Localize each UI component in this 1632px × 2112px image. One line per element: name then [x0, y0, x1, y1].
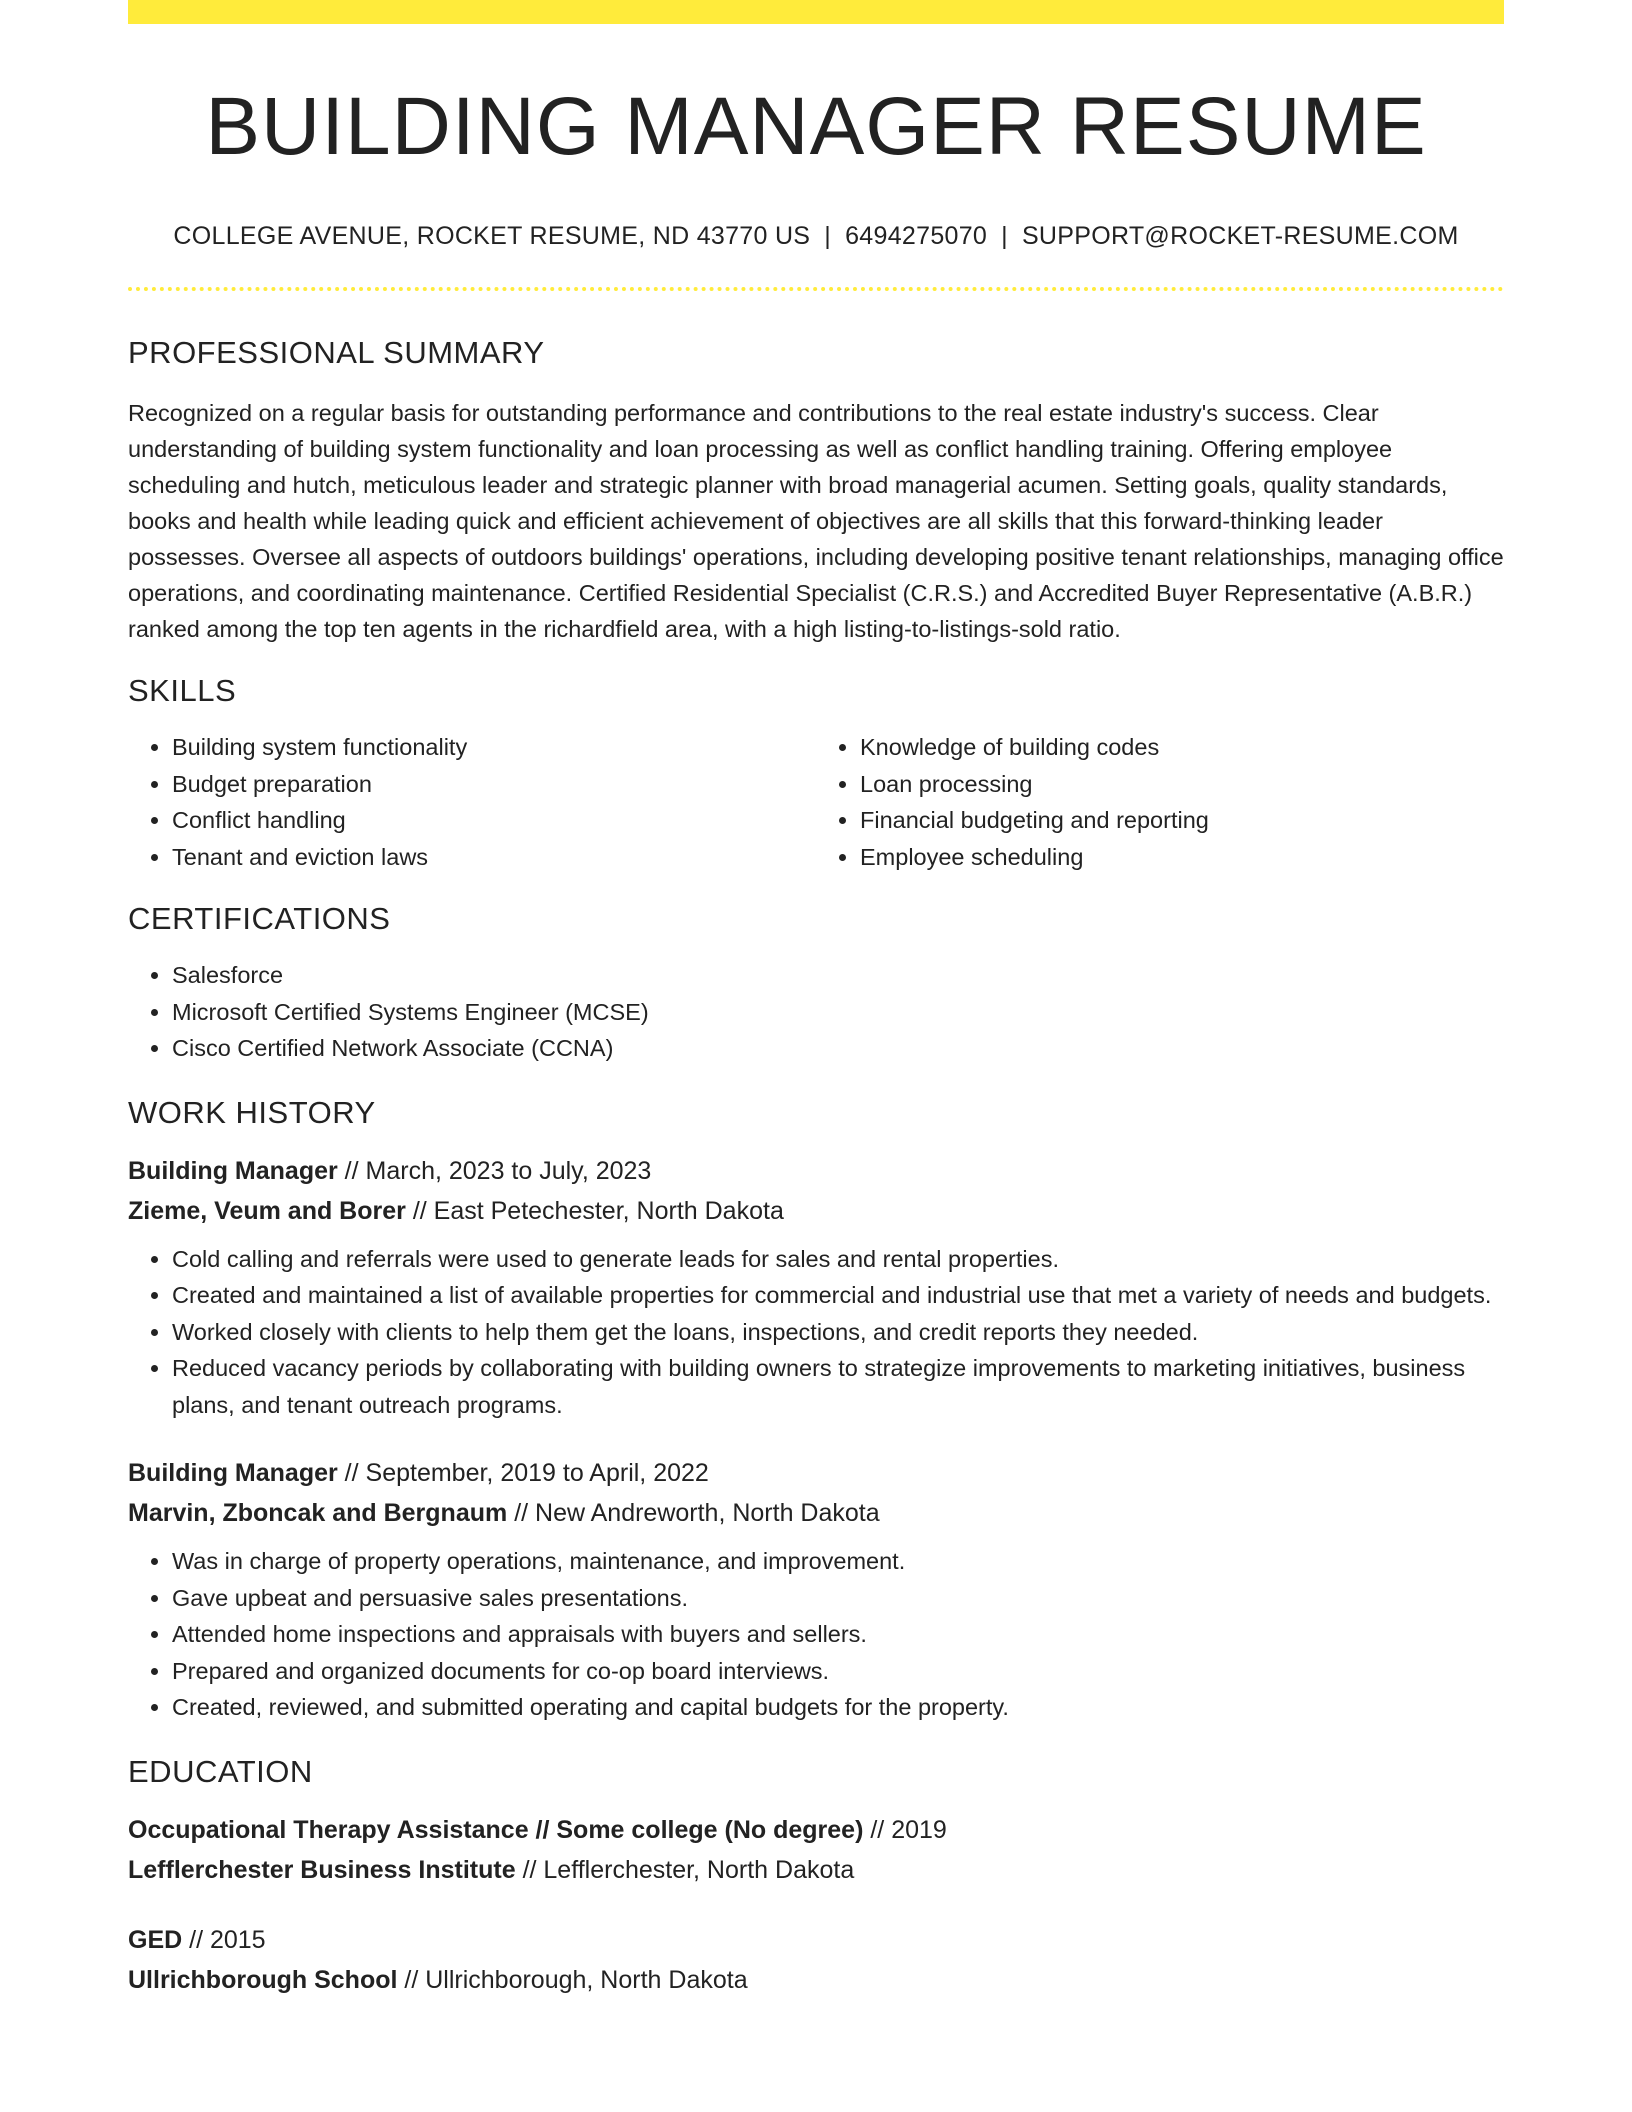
skill-item: • Employee scheduling — [860, 839, 1504, 876]
contact-separator: | — [1001, 222, 1008, 251]
job-title: Building Manager — [128, 1156, 338, 1185]
education-entry — [128, 1920, 1504, 2000]
skills-heading: SKILLS — [128, 673, 237, 709]
job-company-line — [128, 1191, 1504, 1231]
skill-item: • Conflict handling — [172, 802, 816, 839]
skill-item: • Tenant and eviction laws — [172, 839, 816, 876]
job-location: // East Petechester, North Dakota — [405, 1196, 784, 1225]
job-location: // New Andreworth, North Dakota — [507, 1499, 880, 1528]
dotted-divider — [128, 287, 1504, 291]
education-degree: Occupational Therapy Assistance // Some college (No degree) — [128, 1815, 864, 1844]
education-school: Lefflerchester Business Institute — [128, 1855, 516, 1884]
job-bullet: • Cold calling and referrals were used to generate leads for sales and rental properties. — [172, 1241, 1504, 1278]
skill-item: • Budget preparation — [172, 766, 816, 803]
education-year: // 2019 — [863, 1815, 947, 1844]
summary-text: Recognized on a regular basis for outstanding performance and contributions to the real estate industry's success. Clear understanding of building system functionality and loan processing as well as conflict handling training. Offering employee scheduling and hutch, meticulous leader and strategic planner with broad managerial acumen. Setting goals, quality standards, books and health while leading quick and efficient achievement of objectives are all skills that this forward-thinking leader possesses. Oversee all aspects of outdoors buildings' operations, including developing positive tenant relationships, managing office operations, and coordinating maintenance. Certified Residential Specialist (C.R.S.) and Accredited Buyer Representative (A.B.R.) ranked among the top ten agents in the richardfield area, with a high listing-to-listings-sold ratio. — [128, 400, 1504, 643]
skills-list — [128, 729, 1504, 875]
job-title-line — [128, 1453, 1504, 1493]
job-bullet: • Was in charge of property operations, maintenance, and improvement. — [172, 1543, 1504, 1580]
skill-item: • Building system functionality — [172, 729, 816, 766]
education-degree-line — [128, 1920, 1504, 1960]
job-dates: // March, 2023 to July, 2023 — [337, 1156, 652, 1185]
education-entry — [128, 1810, 1504, 1890]
job-entry — [128, 1151, 1504, 1424]
skill-item: • Knowledge of building codes — [860, 729, 1504, 766]
skill-item: • Loan processing — [860, 766, 1504, 803]
job-company: Zieme, Veum and Borer — [128, 1196, 406, 1225]
job-bullet: • Gave upbeat and persuasive sales presentations. — [172, 1580, 1504, 1617]
job-bullet: • Created and maintained a list of available properties for commercial and industrial use that met a variety of needs and budgets. — [172, 1277, 1504, 1314]
contact-phone: 6494275070 — [845, 222, 988, 251]
job-bullets — [128, 1241, 1504, 1424]
resume-page — [128, 0, 1504, 2000]
education-school-line — [128, 1960, 1504, 2000]
education-school-line — [128, 1850, 1504, 1890]
job-bullet: • Created, reviewed, and submitted operating and capital budgets for the property. — [172, 1689, 1504, 1726]
education-degree-line — [128, 1810, 1504, 1850]
job-entry — [128, 1453, 1504, 1726]
education-heading: EDUCATION — [128, 1753, 313, 1789]
job-bullet: • Worked closely with clients to help them get the loans, inspections, and credit reports they needed. — [172, 1314, 1504, 1351]
contact-line — [128, 222, 1504, 251]
job-title: Building Manager — [128, 1459, 338, 1488]
contact-separator: | — [824, 222, 832, 251]
education-degree: GED — [128, 1925, 183, 1954]
resume-title: BUILDING MANAGER RESUME — [205, 81, 1427, 172]
job-company-line — [128, 1493, 1504, 1533]
education-year: // 2015 — [182, 1925, 266, 1954]
contact-address: COLLEGE AVENUE, ROCKET RESUME, ND 43770 US — [173, 222, 811, 251]
certifications-list — [128, 957, 1504, 1067]
skills-right-column — [816, 729, 1504, 875]
job-title-line — [128, 1151, 1504, 1191]
certification-item: • Salesforce — [172, 957, 1504, 994]
job-dates: // September, 2019 to April, 2022 — [337, 1459, 709, 1488]
education-location: // Lefflerchester, North Dakota — [515, 1855, 855, 1884]
job-bullet: • Prepared and organized documents for co-op board interviews. — [172, 1653, 1504, 1690]
job-bullet: • Attended home inspections and appraisals with buyers and sellers. — [172, 1616, 1504, 1653]
summary-heading: PROFESSIONAL SUMMARY — [128, 335, 545, 371]
top-accent-bar — [128, 0, 1504, 24]
contact-email[interactable]: SUPPORT@ROCKET-RESUME.COM — [1021, 222, 1459, 251]
job-bullet: • Reduced vacancy periods by collaborating with building owners to strategize improvements to marketing initiatives, business plans, and tenant outreach programs. — [172, 1350, 1504, 1423]
certification-item: • Cisco Certified Network Associate (CCNA) — [172, 1030, 1504, 1067]
work-history-heading: WORK HISTORY — [128, 1094, 376, 1130]
certification-item: • Microsoft Certified Systems Engineer (MCSE) — [172, 994, 1504, 1031]
job-bullets — [128, 1543, 1504, 1726]
certifications-heading: CERTIFICATIONS — [128, 901, 391, 937]
education-location: // Ullrichborough, North Dakota — [397, 1965, 748, 1994]
skill-item: • Financial budgeting and reporting — [860, 802, 1504, 839]
skills-left-column — [128, 729, 816, 875]
education-school: Ullrichborough School — [128, 1965, 398, 1994]
job-company: Marvin, Zboncak and Bergnaum — [128, 1499, 508, 1528]
